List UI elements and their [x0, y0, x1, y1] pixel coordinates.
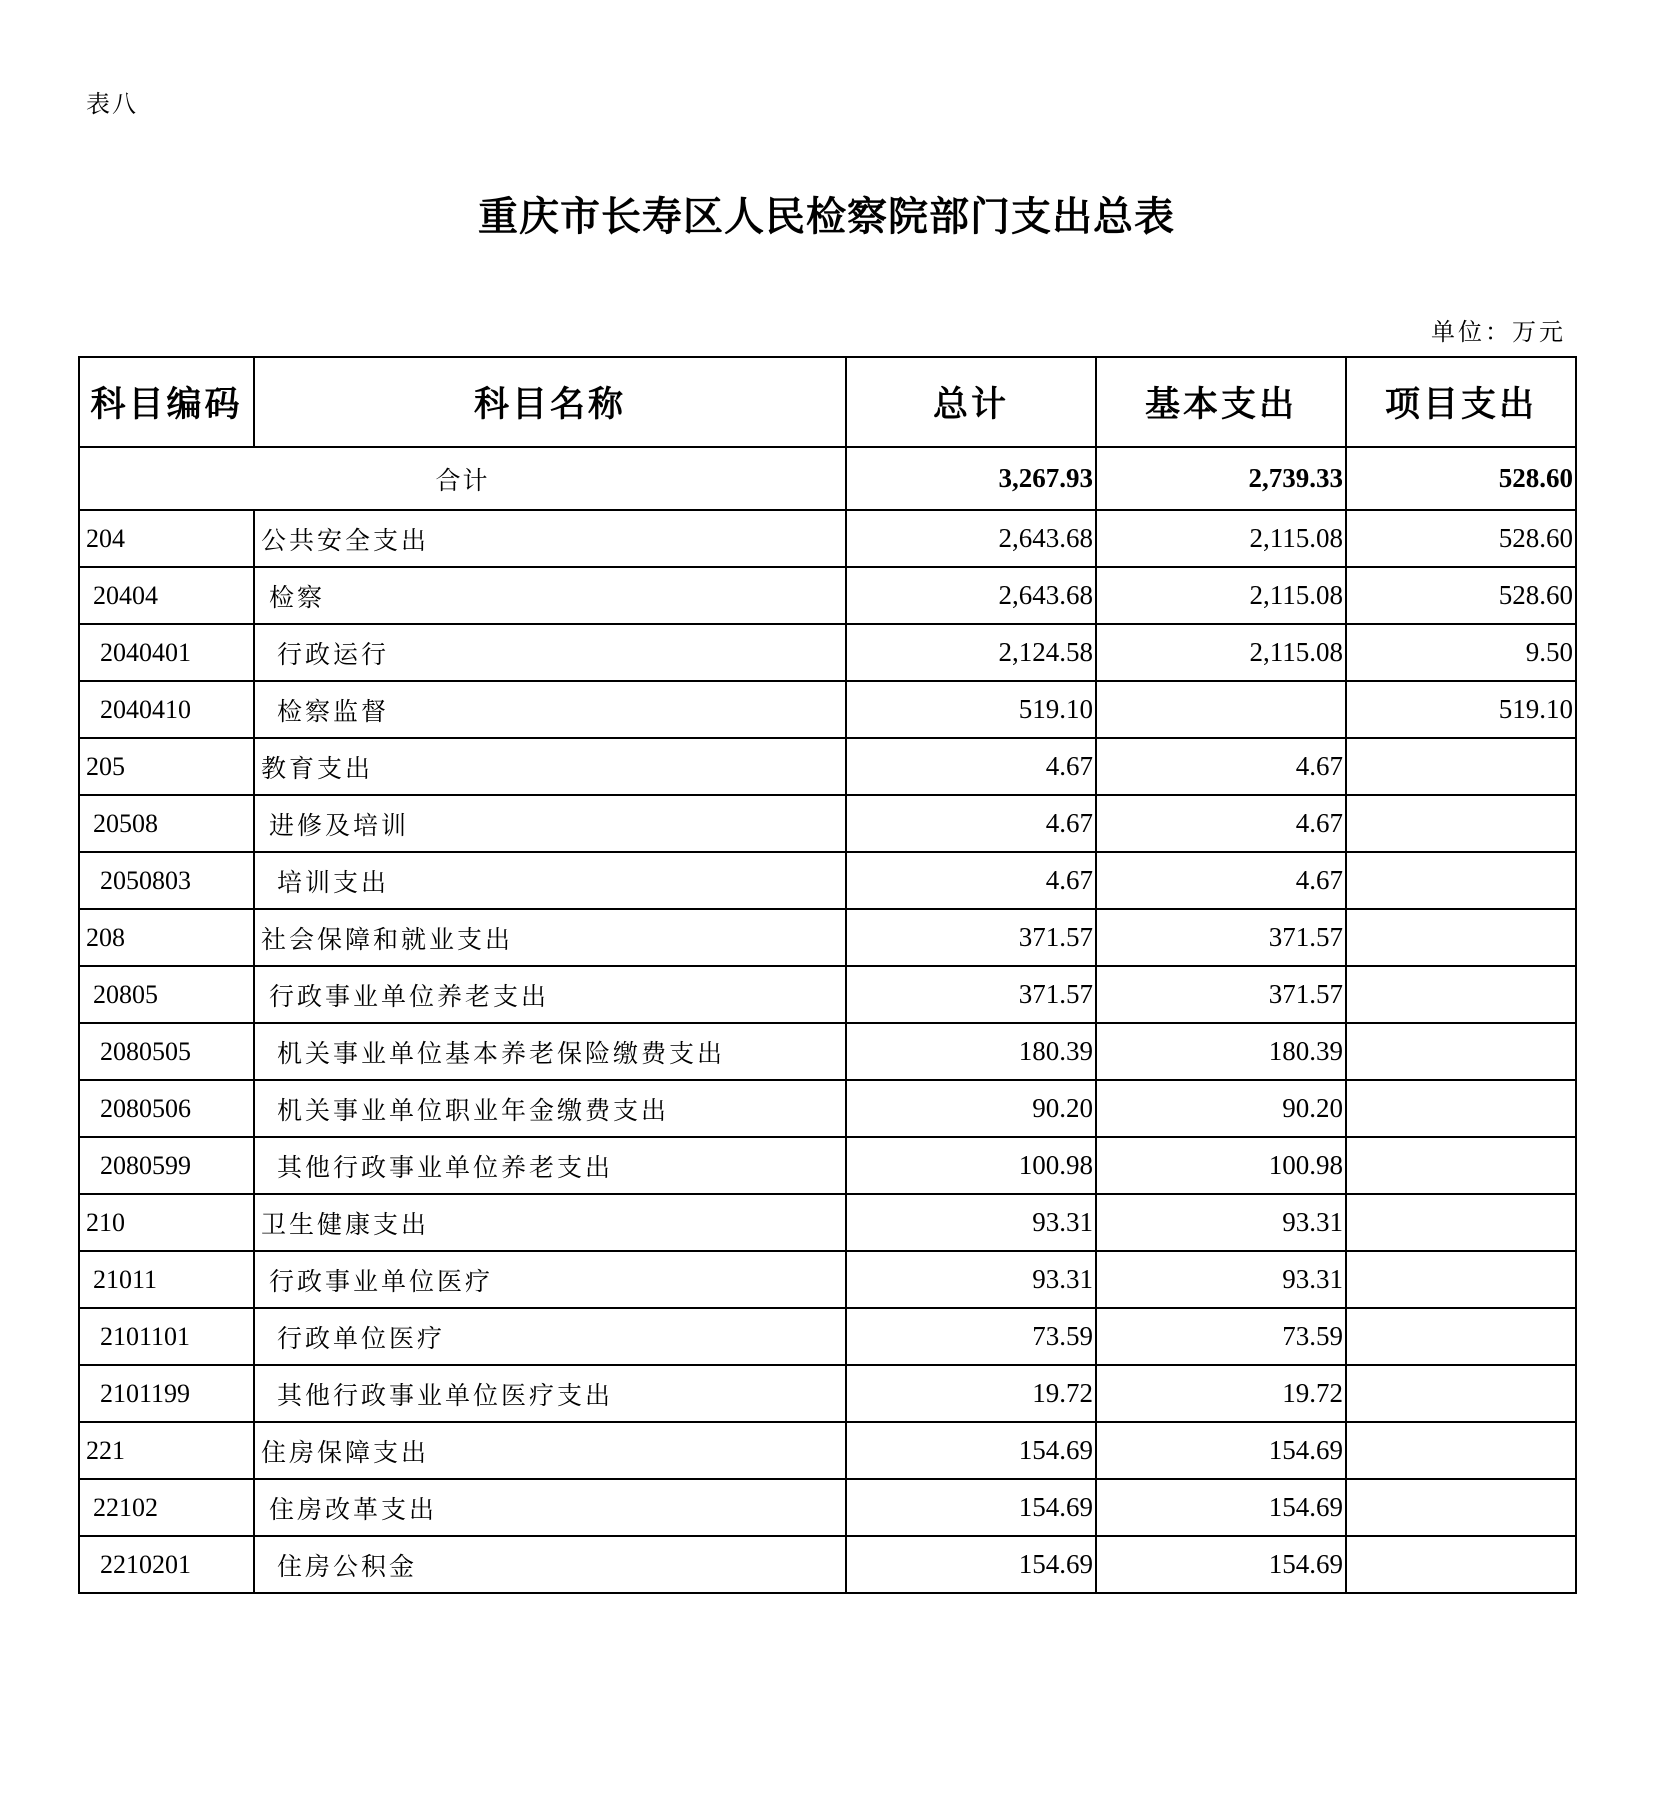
row-project — [1346, 1422, 1576, 1479]
row-name: 行政事业单位养老支出 — [254, 966, 846, 1023]
row-total: 19.72 — [846, 1365, 1096, 1422]
row-name: 机关事业单位职业年金缴费支出 — [254, 1080, 846, 1137]
table-row — [79, 966, 1576, 1023]
row-basic: 2,115.08 — [1096, 567, 1346, 624]
table-row — [79, 1479, 1576, 1536]
row-project — [1346, 909, 1576, 966]
col-header-name: 科目名称 — [254, 357, 846, 447]
row-total: 2,124.58 — [846, 624, 1096, 681]
unit-label: 单位：万元 — [1431, 318, 1566, 346]
row-basic: 4.67 — [1096, 738, 1346, 795]
table-row — [79, 567, 1576, 624]
row-basic: 4.67 — [1096, 852, 1346, 909]
row-project — [1346, 795, 1576, 852]
row-project: 528.60 — [1346, 510, 1576, 567]
table-row — [79, 852, 1576, 909]
row-total: 100.98 — [846, 1137, 1096, 1194]
table-row — [79, 738, 1576, 795]
row-total: 93.31 — [846, 1194, 1096, 1251]
row-project — [1346, 1194, 1576, 1251]
row-basic: 93.31 — [1096, 1251, 1346, 1308]
row-project — [1346, 1365, 1576, 1422]
summary-project: 528.60 — [1346, 447, 1576, 510]
row-code: 2101101 — [79, 1308, 254, 1365]
row-project — [1346, 966, 1576, 1023]
table-row — [79, 1422, 1576, 1479]
row-code: 2080506 — [79, 1080, 254, 1137]
row-name: 机关事业单位基本养老保险缴费支出 — [254, 1023, 846, 1080]
table-row — [79, 909, 1576, 966]
row-project — [1346, 1536, 1576, 1593]
row-total: 154.69 — [846, 1422, 1096, 1479]
row-project: 528.60 — [1346, 567, 1576, 624]
row-code: 20508 — [79, 795, 254, 852]
row-code: 21011 — [79, 1251, 254, 1308]
row-basic: 2,115.08 — [1096, 510, 1346, 567]
row-basic: 371.57 — [1096, 909, 1346, 966]
row-basic: 154.69 — [1096, 1536, 1346, 1593]
row-basic: 93.31 — [1096, 1194, 1346, 1251]
col-header-project: 项目支出 — [1346, 357, 1576, 447]
row-code: 210 — [79, 1194, 254, 1251]
row-total: 4.67 — [846, 795, 1096, 852]
row-basic: 371.57 — [1096, 966, 1346, 1023]
row-total: 4.67 — [846, 852, 1096, 909]
row-name: 行政事业单位医疗 — [254, 1251, 846, 1308]
row-code: 2101199 — [79, 1365, 254, 1422]
row-project — [1346, 1023, 1576, 1080]
table-row — [79, 1536, 1576, 1593]
row-total: 519.10 — [846, 681, 1096, 738]
row-basic: 154.69 — [1096, 1479, 1346, 1536]
table-row — [79, 1308, 1576, 1365]
row-basic: 90.20 — [1096, 1080, 1346, 1137]
row-name: 公共安全支出 — [254, 510, 846, 567]
row-basic: 100.98 — [1096, 1137, 1346, 1194]
table-row — [79, 1137, 1576, 1194]
row-total: 371.57 — [846, 909, 1096, 966]
row-name: 检察监督 — [254, 681, 846, 738]
row-name: 住房改革支出 — [254, 1479, 846, 1536]
row-code: 20805 — [79, 966, 254, 1023]
header-row — [79, 357, 1576, 447]
table-row — [79, 681, 1576, 738]
row-code: 2050803 — [79, 852, 254, 909]
col-header-code: 科目编码 — [79, 357, 254, 447]
table-row — [79, 1194, 1576, 1251]
row-code: 20404 — [79, 567, 254, 624]
row-code: 208 — [79, 909, 254, 966]
row-name: 其他行政事业单位医疗支出 — [254, 1365, 846, 1422]
row-basic — [1096, 681, 1346, 738]
row-name: 教育支出 — [254, 738, 846, 795]
row-name: 检察 — [254, 567, 846, 624]
row-name: 培训支出 — [254, 852, 846, 909]
row-name: 卫生健康支出 — [254, 1194, 846, 1251]
row-code: 2210201 — [79, 1536, 254, 1593]
row-total: 73.59 — [846, 1308, 1096, 1365]
table-label: 表八 — [86, 90, 138, 118]
row-basic: 19.72 — [1096, 1365, 1346, 1422]
row-basic: 2,115.08 — [1096, 624, 1346, 681]
row-name: 行政单位医疗 — [254, 1308, 846, 1365]
row-project — [1346, 1137, 1576, 1194]
row-code: 2080599 — [79, 1137, 254, 1194]
row-name: 其他行政事业单位养老支出 — [254, 1137, 846, 1194]
row-basic: 154.69 — [1096, 1422, 1346, 1479]
row-basic: 4.67 — [1096, 795, 1346, 852]
row-total: 93.31 — [846, 1251, 1096, 1308]
row-total: 371.57 — [846, 966, 1096, 1023]
row-code: 205 — [79, 738, 254, 795]
page-title: 重庆市长寿区人民检察院部门支出总表 — [478, 193, 1175, 240]
row-name: 住房保障支出 — [254, 1422, 846, 1479]
row-code: 2040401 — [79, 624, 254, 681]
row-code: 22102 — [79, 1479, 254, 1536]
row-code: 204 — [79, 510, 254, 567]
table-row — [79, 1251, 1576, 1308]
row-total: 4.67 — [846, 738, 1096, 795]
summary-basic: 2,739.33 — [1096, 447, 1346, 510]
row-project — [1346, 1479, 1576, 1536]
row-project: 519.10 — [1346, 681, 1576, 738]
row-total: 180.39 — [846, 1023, 1096, 1080]
row-name: 住房公积金 — [254, 1536, 846, 1593]
table-row — [79, 510, 1576, 567]
table-row — [79, 1365, 1576, 1422]
row-project — [1346, 1308, 1576, 1365]
row-project — [1346, 1251, 1576, 1308]
row-basic: 73.59 — [1096, 1308, 1346, 1365]
col-header-basic: 基本支出 — [1096, 357, 1346, 447]
row-total: 154.69 — [846, 1479, 1096, 1536]
row-project — [1346, 852, 1576, 909]
table-row — [79, 624, 1576, 681]
row-name: 进修及培训 — [254, 795, 846, 852]
row-total: 2,643.68 — [846, 567, 1096, 624]
summary-label: 合计 — [79, 447, 846, 510]
summary-total: 3,267.93 — [846, 447, 1096, 510]
row-total: 2,643.68 — [846, 510, 1096, 567]
row-total: 154.69 — [846, 1536, 1096, 1593]
row-project — [1346, 1080, 1576, 1137]
row-basic: 180.39 — [1096, 1023, 1346, 1080]
expenditure-table — [78, 356, 1577, 1594]
row-project — [1346, 738, 1576, 795]
row-name: 行政运行 — [254, 624, 846, 681]
col-header-total: 总计 — [846, 357, 1096, 447]
table-row — [79, 1023, 1576, 1080]
row-code: 2080505 — [79, 1023, 254, 1080]
table-row — [79, 1080, 1576, 1137]
row-total: 90.20 — [846, 1080, 1096, 1137]
row-project: 9.50 — [1346, 624, 1576, 681]
row-code: 2040410 — [79, 681, 254, 738]
row-name: 社会保障和就业支出 — [254, 909, 846, 966]
summary-row — [79, 447, 1576, 510]
table-row — [79, 795, 1576, 852]
row-code: 221 — [79, 1422, 254, 1479]
